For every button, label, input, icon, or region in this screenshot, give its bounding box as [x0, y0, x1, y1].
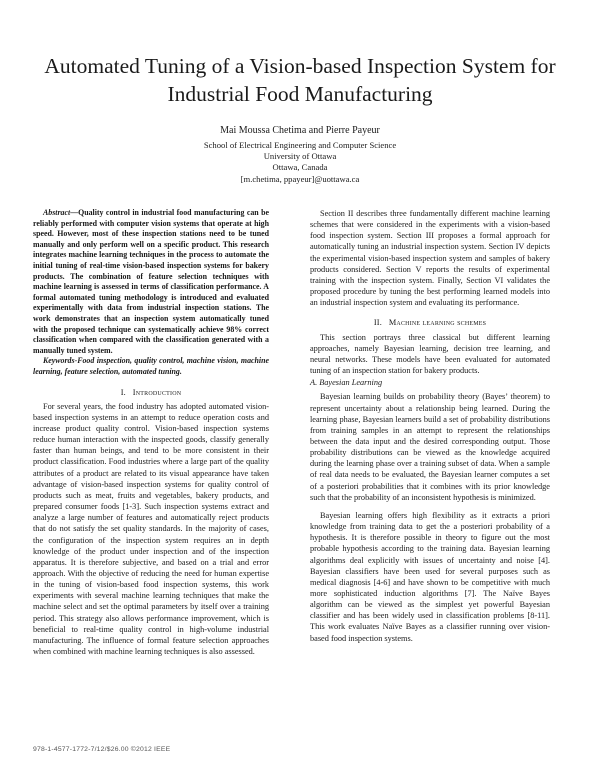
section-number: I. — [120, 387, 126, 397]
outline-paragraph: Section II describes three fundamentally different machine learning schemes that were considered in the experiments with a vision-based food inspection system. Section III proposes a formal approach for automatically tuning an industrial inspection system. Section IV depicts the experimental vision-based inspection system and samples of bakery products considered. Section V reports the results of experimental training with the inspection system. Finally, Section VI validates the proposed procedure by tuning the best performing learned models into an industrial inspection system and evaluating its performance. — [310, 209, 550, 308]
author-names: Mai Moussa Chetima and Pierre Payeur — [220, 125, 380, 136]
abstract-label: Abstract — [43, 208, 71, 217]
abstract-text: —Quality control in industrial food manufacturing can be reliably performed with computer vision systems that operate at high speed. However, most of these inspection stations need to be tuned manually and only perform well on a specific product. This research integrates machine learning techniques in the process to automate the initial tuning of real-time vision-based inspection systems for bakery products. The combination of feature selection techniques with machine learning is assessed in terms of classification performance. A formal automated tuning methodology is introduced and evaluated experimentally with data from industrial inspection stations. The work demonstrates that an inspection system automatically tuned with the proposed technique can systematically achieve 98% correct classification when compared with the classification generated with a manually tuned system. — [33, 208, 269, 355]
section-heading-ml-schemes — [310, 317, 550, 328]
subsection-heading-bayesian: A. Bayesian Learning — [310, 378, 383, 388]
affiliation-line: Ottawa, Canada — [272, 162, 328, 173]
bayesian-paragraph: Bayesian learning offers high flexibility as it extracts a priori knowledge from training data to get the a posteriori probability of a hypothesis. It is therefore possible in theory to figure out the most probable hypothesis according to the training data. Bayesian learning algorithms deal explicitly with issues of uncertainty and noise [4]. Bayesian classifiers have been used for several purposes such as medical diagnosis [4-6] and have shown to be competitive with much more sophisticated induction algorithms [7]. The Naïve Bayes algorithm can be viewed as the simplest yet powerful Bayesian classifier and has been widely used in classification problems [8-11]. This work evaluates Naïve Bayes as a classifier running over vision-based food inspection systems. — [310, 510, 550, 643]
abstract — [33, 208, 269, 356]
affiliation-line: School of Electrical Engineering and Computer Science — [203, 140, 397, 150]
section-heading-introduction — [33, 387, 269, 398]
bayesian-paragraph: Bayesian learning builds on probability theory (Bayes’ theorem) to represent uncertainty about a relationship being learned. During the learning phase, Bayesian learners build a set of probability distributions from training samples in an attempt to represent the relationships between the data input and the desired corresponding output. Those probability distributions can be viewed as the knowledge acquired during the learning phase over a training subset of data. When a sample of real data needs to be evaluated, the Bayesian learner computes a set of a posteriori probabilities that it combines with its prior knowledge such that the probability of an inconsistent hypothesis is minimized. — [310, 392, 550, 502]
section-title: Introduction — [132, 387, 182, 397]
copyright-footer: 978-1-4577-1772-7/12/$26.00 ©2012 IEEE — [33, 746, 171, 753]
introduction-paragraph: For several years, the food industry has adopted automated vision-based inspection systems in an attempt to reduce operation costs and increase product quality control. Vision-based inspection systems reduce human interaction with the inspected goods, classify generally faster than human beings, and tend to be more consistent in their product classification. Food industries where a large part of the quality attributes of a product are related to its visual appearance have taken advantage of vision-based inspection systems for quality control of products such as meat, fruits and vegetables, bakery products, and prepared consumer foods [1-3]. Such inspection systems extract and analyze a large number of features and automatically reject products that do not satisfy the set quality standards. In the majority of cases, the configuration of the inspection system requires an in depth knowledge of the product under inspection and of the inspection apparatus. It is therefore subjective, and based on a trial and error approach. With the objective of reducing the need for human expertise in the tuning of vision-based food inspection systems, this work experiments with several machine learning techniques that make the machine select and set the optimal parameters by itself over a training period. This strategy also allows performance improvement, which is beneficial to real-time quality control in high-volume industrial manufacturing. The influence of formal feature selection approaches when combined with machine learning techniques is also assessed. — [33, 401, 269, 657]
section-number: II. — [373, 318, 383, 328]
paper-title: Automated Tuning of a Vision-based Inspection System for Industrial Food Manufacturing — [44, 54, 556, 106]
author-email: [m.chetima, ppayeur]@uottawa.ca — [240, 173, 360, 184]
author-block — [60, 125, 540, 185]
section-title: Machine learning schemes — [388, 318, 487, 328]
left-column — [33, 208, 269, 657]
right-column — [310, 208, 550, 644]
affiliation — [60, 140, 540, 185]
keywords: Keywords-Food inspection, quality control, machine vision, machine learning, feature selection, automated tuning. — [33, 356, 269, 376]
ml-schemes-paragraph: This section portrays three classical but different learning approaches, namely Bayesian learning, decision tree learning, and neural networks. These models have been evaluated for automated tuning of an inspection station for bakery products. — [310, 332, 550, 376]
affiliation-line: University of Ottawa — [263, 151, 337, 162]
